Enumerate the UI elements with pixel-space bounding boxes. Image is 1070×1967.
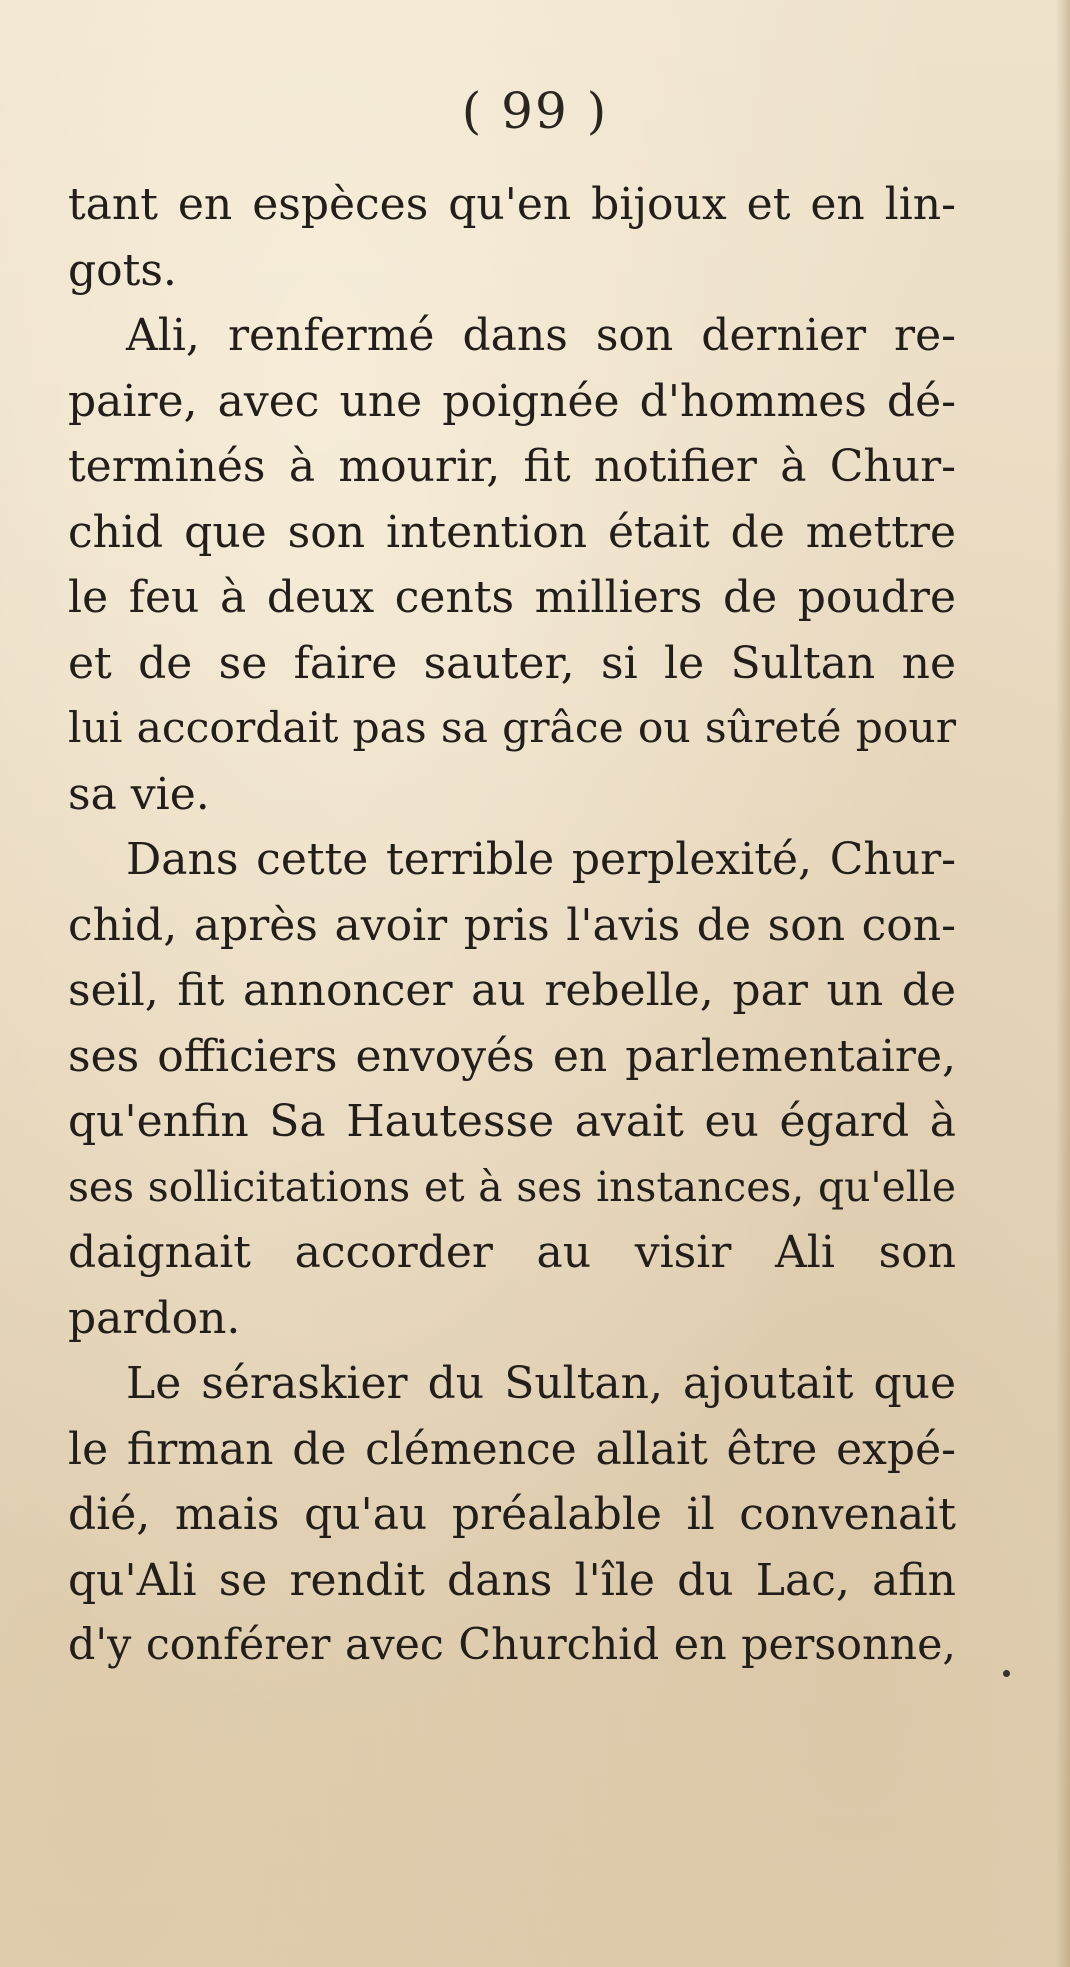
paragraph-2 bbox=[68, 303, 956, 827]
text-line: qu'enfin Sa Hautesse avait eu égard à bbox=[68, 1096, 956, 1147]
paragraph-1 bbox=[68, 172, 956, 303]
page-edge-shadow bbox=[1056, 0, 1070, 1967]
text-line: qu'Ali se rendit dans l'île du Lac, afin bbox=[68, 1554, 956, 1606]
text-line: le firman de clémence allait être expé- bbox=[68, 1423, 956, 1475]
paragraph-4 bbox=[68, 1351, 956, 1679]
text-line: chid que son intention était de mettre bbox=[68, 506, 956, 558]
body-text bbox=[68, 172, 956, 1679]
text-line: paire, avec une poignée d'hommes dé- bbox=[68, 375, 956, 427]
text-line: Ali, renfermé dans son dernier re- bbox=[126, 310, 956, 361]
text-line: Dans cette terrible perplexité, Chur- bbox=[126, 834, 956, 885]
text-line: sa vie. bbox=[68, 768, 210, 820]
text-line: ses sollicitations et à ses instances, qu'elle bbox=[68, 1162, 956, 1211]
text-line: le feu à deux cents milliers de poudre bbox=[68, 572, 956, 623]
text-line: seil, fit annoncer au rebelle, par un de bbox=[68, 965, 956, 1016]
text-line: tant en espèces qu'en bijoux et en lin- bbox=[68, 179, 956, 230]
text-line: lui accordait pas sa grâce ou sûreté pour bbox=[68, 704, 956, 753]
text-line: terminés à mourir, fit notifier à Chur- bbox=[68, 441, 956, 492]
text-line: ses officiers envoyés en parlementaire, bbox=[68, 1030, 956, 1082]
ink-speck bbox=[1003, 1670, 1010, 1677]
text-line: chid, après avoir pris l'avis de son con- bbox=[68, 899, 956, 951]
text-line: Le séraskier du Sultan, ajoutait que bbox=[126, 1358, 956, 1409]
text-line: et de se faire sauter, si le Sultan ne bbox=[68, 637, 956, 689]
paragraph-3 bbox=[68, 827, 956, 1351]
text-line: pardon. bbox=[68, 1292, 241, 1344]
text-line: d'y conférer avec Churchid en personne, bbox=[68, 1620, 956, 1670]
text-line: daignait accorder au visir Ali son bbox=[68, 1227, 956, 1278]
page-number: ( 99 ) bbox=[461, 82, 609, 140]
text-line: dié, mais qu'au préalable il convenait bbox=[68, 1489, 956, 1540]
text-line: gots. bbox=[68, 244, 177, 296]
